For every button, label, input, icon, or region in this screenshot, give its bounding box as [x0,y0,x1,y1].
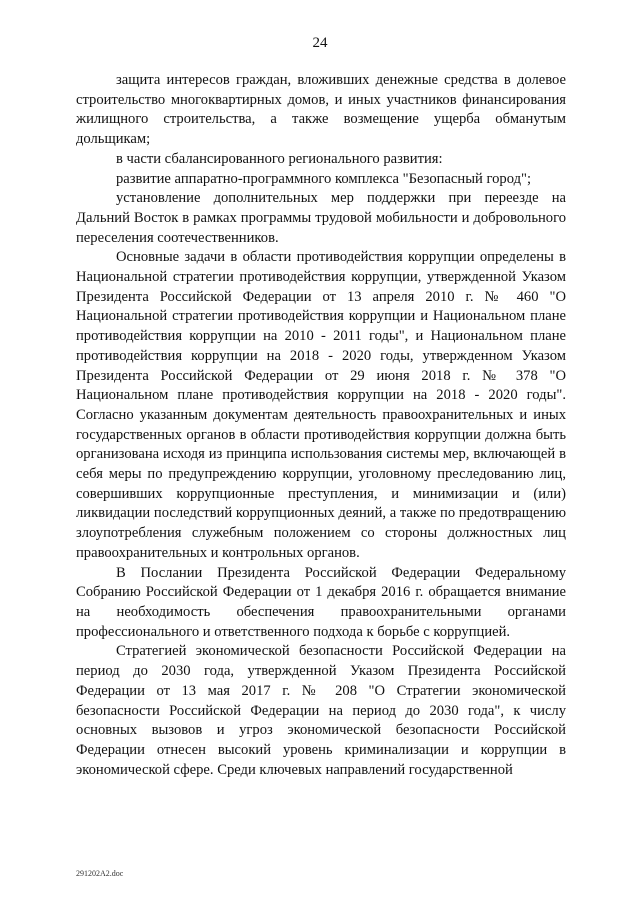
body-paragraph: защита интересов граждан, вложивших денежные средства в долевое строительство многоквартирных домов, и иных участников финансирования жилищного строительства, а также возмещение ущерба обманутым дольщикам; [76,72,566,148]
document-body [76,71,566,780]
body-paragraph: развитие аппаратно-программного комплекса "Безопасный город"; [116,170,532,187]
page-number: 24 [312,35,328,51]
body-paragraph: в части сбалансированного регионального развития: [116,150,443,167]
body-paragraph: Стратегией экономической безопасности Российской Федерации на период до 2030 года, утвержденной Указом Президента Российской Федерации от 13 мая 2017 г. № 208 "О Стратегии экономической безопасности Российской Федерации на период до 2030 года", к числу основных вызовов и угроз экономической безопасности Российской Федерации отнесен высокий уровень криминализации и коррупции в экономической сфере. Среди ключевых направлений государственной [76,643,566,778]
footer-file-code: 291202A2.doc [76,869,124,878]
body-paragraph: В Послании Президента Российской Федерации Федеральному Собранию Российской Федерации от 1 декабря 2016 г. обращается внимание на необходимость обеспечения правоохранительными органами профессионального и ответственного подхода к борьбе с коррупцией. [76,564,566,640]
body-paragraph: установление дополнительных мер поддержки при переезде на Дальний Восток в рамках программы трудовой мобильности и добровольного переселения соотечественников. [76,190,566,246]
body-paragraph: Основные задачи в области противодействия коррупции определены в Национальной стратегии противодействия коррупции, утвержденной Указом Президента Российской Федерации от 13 апреля 2010 г. № 460 "О Национальной стратегии противодействия коррупции и Национальном плане противодействия коррупции на 2010 - 2011 годы", и Национальном плане противодействия коррупции на 2018 - 2020 годы, утвержденном Указом Президента Российской Федерации от 29 июня 2018 г. № 378 "О Национальном плане противодействия коррупции на 2018 - 2020 годы". Согласно указанным документам деятельность правоохранительных и иных государственных органов в области противодействия коррупции должна быть организована исходя из принципа использования системы мер, включающей в себя меры по предупреждению коррупции, уголовному преследованию лиц, совершивших коррупционные преступления, и минимизации и (или) ликвидации последствий коррупционных деяний, а также по предотвращению злоупотребления служебным положением со стороны должностных лиц правоохранительных и контрольных органов. [76,249,566,561]
